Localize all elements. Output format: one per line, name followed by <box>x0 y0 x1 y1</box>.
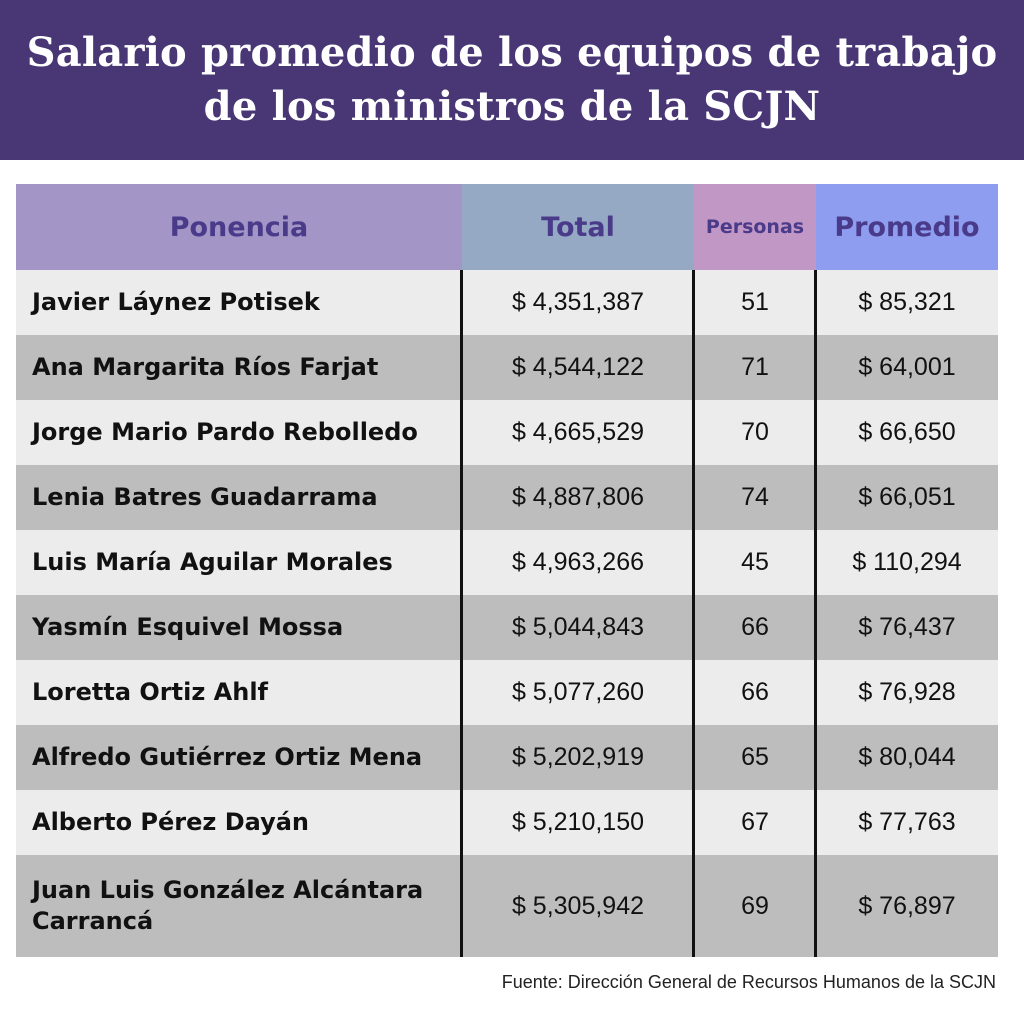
ponencia-cell: Juan Luis González Alcántara Carrancá <box>32 876 424 935</box>
ponencia-cell: Lenia Batres Guadarrama <box>32 483 378 511</box>
personas-cell: 65 <box>741 743 769 771</box>
promedio-cell: $ 76,437 <box>858 613 956 641</box>
table-row <box>16 855 998 957</box>
ponencia-cell: Javier Láynez Potisek <box>32 288 320 316</box>
chart-title-line-1: Salario promedio de los equipos de trabajo <box>26 29 998 76</box>
ponencia-cell: Yasmín Esquivel Mossa <box>32 613 344 641</box>
total-cell: $ 4,544,122 <box>511 353 645 381</box>
total-cell: $ 4,351,387 <box>511 288 645 316</box>
header-total: Total <box>462 184 694 270</box>
header-personas: Personas <box>694 184 816 270</box>
table-row <box>16 465 998 530</box>
personas-cell: 45 <box>741 548 769 576</box>
table-row <box>16 400 998 465</box>
ponencia-cell: Loretta Ortiz Ahlf <box>32 678 268 706</box>
personas-cell: 71 <box>741 353 769 381</box>
table-row <box>16 270 998 335</box>
table-row <box>16 790 998 855</box>
header-ponencia: Ponencia <box>16 184 462 270</box>
chart-title-line-2: de los ministros de la SCJN <box>203 83 821 130</box>
promedio-cell: $ 80,044 <box>858 743 956 771</box>
column-divider <box>460 270 463 957</box>
promedio-cell: $ 66,051 <box>858 483 956 511</box>
ponencia-cell: Jorge Mario Pardo Rebolledo <box>32 418 418 446</box>
table-row <box>16 530 998 595</box>
promedio-cell: $ 110,294 <box>852 548 962 576</box>
ponencia-cell: Luis María Aguilar Morales <box>32 548 393 576</box>
personas-cell: 66 <box>741 678 769 706</box>
table-row <box>16 595 998 660</box>
personas-cell: 69 <box>741 891 769 920</box>
salary-table <box>16 184 998 957</box>
table-row <box>16 725 998 790</box>
total-cell: $ 5,044,843 <box>511 613 645 641</box>
personas-cell: 67 <box>741 808 769 836</box>
table-row <box>16 335 998 400</box>
total-cell: $ 5,077,260 <box>511 678 645 706</box>
personas-cell: 70 <box>741 418 769 446</box>
ponencia-cell: Alberto Pérez Dayán <box>32 808 310 836</box>
total-cell: $ 4,665,529 <box>511 418 645 446</box>
table-row <box>16 660 998 725</box>
ponencia-cell: Ana Margarita Ríos Farjat <box>32 353 379 381</box>
promedio-cell: $ 76,897 <box>858 891 956 920</box>
total-cell: $ 5,305,942 <box>511 891 645 920</box>
promedio-cell: $ 64,001 <box>858 353 956 381</box>
header-promedio: Promedio <box>816 184 998 270</box>
column-divider <box>692 270 695 957</box>
promedio-cell: $ 76,928 <box>858 678 956 706</box>
promedio-cell: $ 85,321 <box>858 288 956 316</box>
personas-cell: 66 <box>741 613 769 641</box>
title-band <box>0 0 1024 160</box>
total-cell: $ 5,202,919 <box>511 743 645 771</box>
total-cell: $ 5,210,150 <box>511 808 645 836</box>
source-note: Fuente: Dirección General de Recursos Humanos de la SCJN <box>501 972 996 992</box>
personas-cell: 74 <box>741 483 769 511</box>
total-cell: $ 4,887,806 <box>511 483 645 511</box>
personas-cell: 51 <box>741 288 769 316</box>
promedio-cell: $ 77,763 <box>858 808 956 836</box>
table-header-row <box>16 184 998 270</box>
ponencia-cell: Alfredo Gutiérrez Ortiz Mena <box>32 743 423 771</box>
promedio-cell: $ 66,650 <box>858 418 956 446</box>
total-cell: $ 4,963,266 <box>511 548 645 576</box>
column-divider <box>814 270 817 957</box>
